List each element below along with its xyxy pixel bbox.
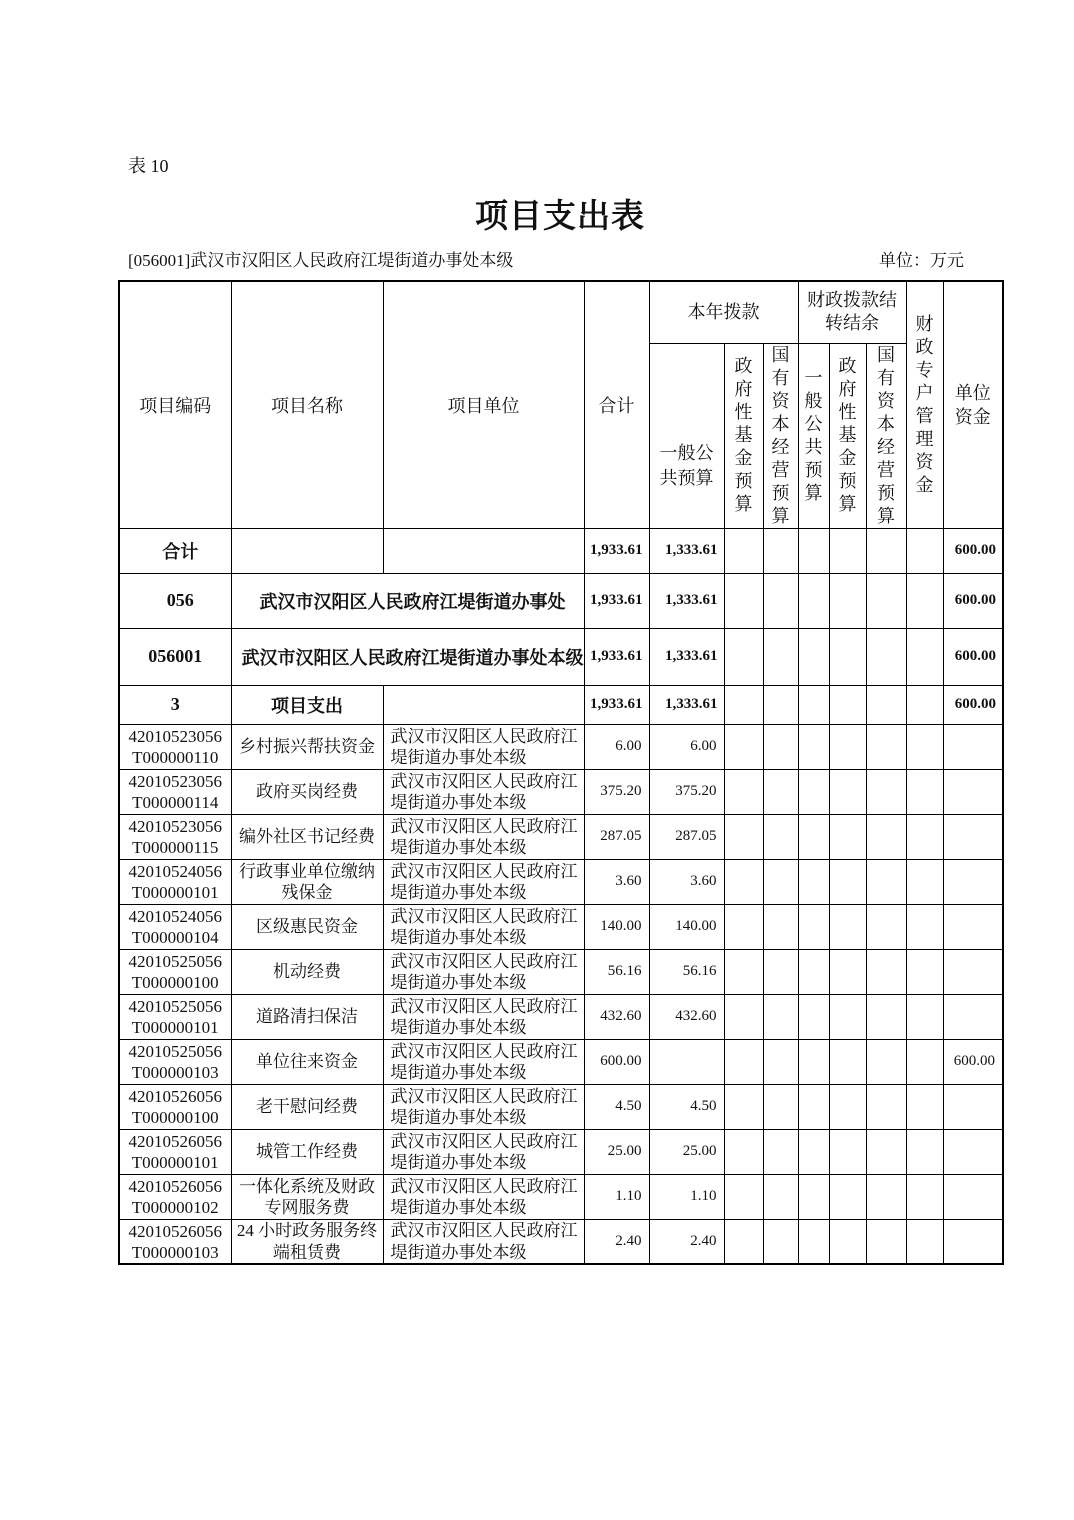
- header-project-unit: 项目单位: [383, 281, 584, 528]
- carryover-gov-fund-cell: [829, 1084, 866, 1129]
- project-unit-cell: 武汉市汉阳区人民政府江堤街道办事处本级: [383, 1219, 584, 1264]
- gov-fund-budget-cell: [724, 1129, 763, 1174]
- meta-row: [118, 246, 1002, 271]
- project-name-cell: 城管工作经费: [231, 1129, 383, 1174]
- carryover-state-capital-cell: [866, 685, 906, 724]
- general-public-budget-cell: 3.60: [649, 859, 724, 904]
- carryover-state-capital-cell: [866, 949, 906, 994]
- carryover-gov-fund-cell: [829, 904, 866, 949]
- carryover-gov-fund-cell: [829, 573, 866, 628]
- project-name-cell: 行政事业单位缴纳残保金: [231, 859, 383, 904]
- carryover-general-cell: [798, 1219, 829, 1264]
- state-capital-budget-cell: [763, 573, 798, 628]
- state-capital-budget-cell: [763, 528, 798, 573]
- fiscal-special-account-cell: [906, 949, 943, 994]
- unit-funds-cell: 600.00: [943, 628, 1003, 685]
- project-code-line2: T000000101: [131, 1017, 219, 1037]
- total-cell: 56.16: [584, 949, 649, 994]
- carryover-gov-fund-cell: [829, 769, 866, 814]
- project-name-cell: 政府买岗经费: [231, 769, 383, 814]
- project-code-cell: 056001: [119, 628, 231, 685]
- carryover-state-capital-cell: [866, 1129, 906, 1174]
- project-code-line1: 42010526056: [128, 1176, 222, 1196]
- total-cell: 432.60: [584, 994, 649, 1039]
- detail-row: [119, 1174, 1003, 1219]
- total-cell: 3.60: [584, 859, 649, 904]
- gov-fund-budget-cell: [724, 573, 763, 628]
- fiscal-special-account-cell: [906, 859, 943, 904]
- project-unit-cell: 武汉市汉阳区人民政府江堤街道办事处本级: [383, 1129, 584, 1174]
- gov-fund-budget-cell: [724, 1174, 763, 1219]
- carryover-general-cell: [798, 1129, 829, 1174]
- carryover-general-cell: [798, 949, 829, 994]
- total-cell: 6.00: [584, 724, 649, 769]
- state-capital-budget-cell: [763, 949, 798, 994]
- state-capital-budget-cell: [763, 685, 798, 724]
- unit-funds-cell: 600.00: [943, 573, 1003, 628]
- project-code-cell: [119, 904, 231, 949]
- carryover-general-cell: [798, 724, 829, 769]
- project-code-line2: T000000100: [131, 972, 219, 992]
- gov-fund-budget-cell: [724, 1039, 763, 1084]
- header-carryover-group: [798, 281, 906, 343]
- unit-funds-cell: 600.00: [943, 528, 1003, 573]
- detail-row: [119, 904, 1003, 949]
- project-code-cell: [119, 1174, 231, 1219]
- table-number-label: 表 10: [128, 156, 169, 176]
- project-code-line2: T000000114: [132, 792, 219, 812]
- header-total: 合计: [584, 281, 649, 528]
- detail-row: [119, 859, 1003, 904]
- carryover-gov-fund-cell: [829, 1039, 866, 1084]
- detail-row: [119, 1129, 1003, 1174]
- project-unit-cell: 武汉市汉阳区人民政府江堤街道办事处本级: [383, 859, 584, 904]
- project-unit-cell: [383, 528, 584, 573]
- detail-row: [119, 994, 1003, 1039]
- project-unit-cell: 武汉市汉阳区人民政府江堤街道办事处本级: [383, 994, 584, 1039]
- header-current-year-group: 本年拨款: [649, 281, 798, 343]
- gov-fund-budget-cell: [724, 1084, 763, 1129]
- project-unit-cell: 武汉市汉阳区人民政府江堤街道办事处本级: [383, 814, 584, 859]
- project-code-cell: [119, 1219, 231, 1264]
- project-code-cell: [119, 1084, 231, 1129]
- fiscal-special-account-cell: [906, 814, 943, 859]
- general-public-budget-cell: 287.05: [649, 814, 724, 859]
- carryover-general-cell: [798, 1039, 829, 1084]
- carryover-general-cell: [798, 1174, 829, 1219]
- header-carryover-state-capital-budget: 国有资本经营预算: [866, 343, 906, 528]
- project-name-cell: 24 小时政务服务终端租赁费: [231, 1219, 383, 1264]
- organization-label: [056001]武汉市汉阳区人民政府江堤街道办事处本级: [128, 251, 514, 270]
- general-public-budget-cell: 56.16: [649, 949, 724, 994]
- total-cell: 1,933.61: [584, 628, 649, 685]
- carryover-gov-fund-cell: [829, 685, 866, 724]
- general-public-budget-cell: 432.60: [649, 994, 724, 1039]
- gov-fund-budget-cell: [724, 724, 763, 769]
- carryover-state-capital-cell: [866, 859, 906, 904]
- header-unit-funds: 单位资金: [943, 281, 1003, 528]
- unit-funds-cell: [943, 904, 1003, 949]
- gov-fund-budget-cell: [724, 685, 763, 724]
- fiscal-special-account-cell: [906, 1174, 943, 1219]
- gov-fund-budget-cell: [724, 769, 763, 814]
- project-code-line1: 42010523056: [128, 726, 222, 746]
- carryover-gov-fund-cell: [829, 859, 866, 904]
- project-code-line1: 42010525056: [128, 1041, 222, 1061]
- project-code-cell: [119, 859, 231, 904]
- state-capital-budget-cell: [763, 904, 798, 949]
- state-capital-budget-cell: [763, 1039, 798, 1084]
- carryover-general-cell: [798, 628, 829, 685]
- unit-funds-cell: [943, 1219, 1003, 1264]
- summary-row-056: [119, 573, 1003, 628]
- unit-funds-cell: 600.00: [943, 685, 1003, 724]
- state-capital-budget-cell: [763, 994, 798, 1039]
- project-code-line2: T000000103: [131, 1062, 219, 1082]
- carryover-general-cell: [798, 1084, 829, 1129]
- general-public-budget-cell: 1,333.61: [649, 685, 724, 724]
- project-code-cell: 3: [119, 685, 231, 724]
- total-cell: 4.50: [584, 1084, 649, 1129]
- project-code-cell: 056: [119, 573, 231, 628]
- summary-rows-body: [119, 528, 1003, 724]
- project-code-line1: 42010524056: [128, 906, 222, 926]
- header-fiscal-special-account: 财政专户管理资金: [906, 281, 943, 528]
- carryover-general-cell: [798, 528, 829, 573]
- total-cell: 1,933.61: [584, 573, 649, 628]
- project-code-line1: 42010523056: [128, 771, 222, 791]
- state-capital-budget-cell: [763, 724, 798, 769]
- fiscal-special-account-cell: [906, 1084, 943, 1129]
- general-public-budget-cell: [649, 1039, 724, 1084]
- state-capital-budget-cell: [763, 814, 798, 859]
- fiscal-special-account-cell: [906, 685, 943, 724]
- fiscal-special-account-cell: [906, 994, 943, 1039]
- project-name-cell: 单位往来资金: [231, 1039, 383, 1084]
- carryover-general-cell: [798, 814, 829, 859]
- gov-fund-budget-cell: [724, 904, 763, 949]
- project-unit-cell: 武汉市汉阳区人民政府江堤街道办事处本级: [383, 904, 584, 949]
- project-code-line1: 42010526056: [128, 1221, 222, 1241]
- carryover-gov-fund-cell: [829, 1129, 866, 1174]
- detail-rows-body: [119, 724, 1003, 1264]
- page-title: 项目支出表: [475, 199, 645, 235]
- gov-fund-budget-cell: [724, 949, 763, 994]
- carryover-state-capital-cell: [866, 1039, 906, 1084]
- project-name-cell: 区级惠民资金: [231, 904, 383, 949]
- header-carryover-group-label: 财政拨款结转结余: [807, 289, 898, 334]
- fiscal-special-account-cell: [906, 1129, 943, 1174]
- total-cell: 375.20: [584, 769, 649, 814]
- state-capital-budget-cell: [763, 769, 798, 814]
- project-name-cell: 老干慰问经费: [231, 1084, 383, 1129]
- header-state-capital-budget: 国有资本经营预算: [763, 343, 798, 528]
- unit-funds-cell: 600.00: [943, 1039, 1003, 1084]
- total-cell: 1,933.61: [584, 528, 649, 573]
- carryover-state-capital-cell: [866, 1219, 906, 1264]
- project-code-line2: T000000103: [131, 1242, 219, 1262]
- fiscal-special-account-cell: [906, 904, 943, 949]
- detail-row: [119, 949, 1003, 994]
- project-code-line2: T000000115: [132, 837, 219, 857]
- unit-funds-cell: [943, 1084, 1003, 1129]
- carryover-gov-fund-cell: [829, 1219, 866, 1264]
- carryover-state-capital-cell: [866, 528, 906, 573]
- project-code-line2: T000000101: [131, 1152, 219, 1172]
- detail-row: [119, 1219, 1003, 1264]
- unit-funds-cell: [943, 769, 1003, 814]
- carryover-state-capital-cell: [866, 994, 906, 1039]
- project-name-cell: 一体化系统及财政专网服务费: [231, 1174, 383, 1219]
- general-public-budget-cell: 1,333.61: [649, 628, 724, 685]
- gov-fund-budget-cell: [724, 814, 763, 859]
- carryover-gov-fund-cell: [829, 994, 866, 1039]
- unit-funds-cell: [943, 859, 1003, 904]
- summary-row-056001: [119, 628, 1003, 685]
- project-unit-cell: 武汉市汉阳区人民政府江堤街道办事处本级: [383, 949, 584, 994]
- total-cell: 287.05: [584, 814, 649, 859]
- project-code-line1: 42010525056: [128, 951, 222, 971]
- carryover-general-cell: [798, 685, 829, 724]
- detail-row: [119, 769, 1003, 814]
- fiscal-special-account-cell: [906, 769, 943, 814]
- project-code-cell: [119, 994, 231, 1039]
- project-expenditure-table: [118, 280, 1004, 1265]
- project-name-cell: 道路清扫保洁: [231, 994, 383, 1039]
- fiscal-special-account-cell: [906, 528, 943, 573]
- detail-row: [119, 814, 1003, 859]
- project-name-cell: 编外社区书记经费: [231, 814, 383, 859]
- carryover-gov-fund-cell: [829, 628, 866, 685]
- detail-row: [119, 724, 1003, 769]
- fiscal-special-account-cell: [906, 573, 943, 628]
- carryover-gov-fund-cell: [829, 949, 866, 994]
- project-code-line1: 42010525056: [128, 996, 222, 1016]
- carryover-general-cell: [798, 769, 829, 814]
- carryover-gov-fund-cell: [829, 814, 866, 859]
- total-cell: 1,933.61: [584, 685, 649, 724]
- project-name-cell: 项目支出: [231, 685, 383, 724]
- unit-funds-cell: [943, 1129, 1003, 1174]
- detail-row: [119, 1084, 1003, 1129]
- summary-row-project-expenditure: [119, 685, 1003, 724]
- carryover-gov-fund-cell: [829, 1174, 866, 1219]
- carryover-gov-fund-cell: [829, 528, 866, 573]
- general-public-budget-cell: 4.50: [649, 1084, 724, 1129]
- project-name-cell: 机动经费: [231, 949, 383, 994]
- header-gov-fund-budget: 政府性基金预算: [724, 343, 763, 528]
- carryover-state-capital-cell: [866, 814, 906, 859]
- total-cell: 25.00: [584, 1129, 649, 1174]
- project-name-cell: [231, 528, 383, 573]
- fiscal-special-account-cell: [906, 1039, 943, 1084]
- project-unit-cell: 武汉市汉阳区人民政府江堤街道办事处本级: [383, 724, 584, 769]
- state-capital-budget-cell: [763, 628, 798, 685]
- gov-fund-budget-cell: [724, 994, 763, 1039]
- project-name-cell: 武汉市汉阳区人民政府江堤街道办事处: [231, 573, 584, 628]
- project-unit-cell: 武汉市汉阳区人民政府江堤街道办事处本级: [383, 1084, 584, 1129]
- state-capital-budget-cell: [763, 1219, 798, 1264]
- general-public-budget-cell: 1.10: [649, 1174, 724, 1219]
- state-capital-budget-cell: [763, 1129, 798, 1174]
- general-public-budget-cell: 1,333.61: [649, 528, 724, 573]
- project-code-cell: [119, 1129, 231, 1174]
- project-code-line1: 42010526056: [128, 1086, 222, 1106]
- state-capital-budget-cell: [763, 1084, 798, 1129]
- project-unit-cell: 武汉市汉阳区人民政府江堤街道办事处本级: [383, 1039, 584, 1084]
- project-code-line2: T000000101: [131, 882, 219, 902]
- carryover-state-capital-cell: [866, 904, 906, 949]
- total-cell: 600.00: [584, 1039, 649, 1084]
- fiscal-special-account-cell: [906, 724, 943, 769]
- general-public-budget-cell: 25.00: [649, 1129, 724, 1174]
- carryover-state-capital-cell: [866, 1084, 906, 1129]
- carryover-state-capital-cell: [866, 628, 906, 685]
- summary-row-grand-total: [119, 528, 1003, 573]
- fiscal-special-account-cell: [906, 628, 943, 685]
- carryover-state-capital-cell: [866, 1174, 906, 1219]
- unit-funds-cell: [943, 724, 1003, 769]
- carryover-state-capital-cell: [866, 573, 906, 628]
- project-code-line2: T000000104: [131, 927, 219, 947]
- header-project-name: 项目名称: [231, 281, 383, 528]
- unit-funds-cell: [943, 949, 1003, 994]
- header-general-public-budget: 一般公共预算: [649, 343, 724, 528]
- gov-fund-budget-cell: [724, 859, 763, 904]
- project-code-cell: [119, 724, 231, 769]
- project-code-line2: T000000110: [132, 747, 219, 767]
- project-unit-cell: 武汉市汉阳区人民政府江堤街道办事处本级: [383, 769, 584, 814]
- carryover-state-capital-cell: [866, 724, 906, 769]
- gov-fund-budget-cell: [724, 1219, 763, 1264]
- project-unit-cell: [383, 685, 584, 724]
- project-code-cell: [119, 949, 231, 994]
- carryover-general-cell: [798, 859, 829, 904]
- total-cell: 2.40: [584, 1219, 649, 1264]
- project-code-line2: T000000100: [131, 1107, 219, 1127]
- unit-funds-cell: [943, 814, 1003, 859]
- project-code-line1: 42010523056: [128, 816, 222, 836]
- total-cell: 1.10: [584, 1174, 649, 1219]
- total-cell: 140.00: [584, 904, 649, 949]
- general-public-budget-cell: 140.00: [649, 904, 724, 949]
- header-carryover-gov-fund-budget: 政府性基金预算: [829, 343, 866, 528]
- project-code-cell: [119, 769, 231, 814]
- fiscal-special-account-cell: [906, 1219, 943, 1264]
- unit-of-measure-label: 单位：万元: [879, 251, 964, 270]
- carryover-general-cell: [798, 904, 829, 949]
- detail-row: [119, 1039, 1003, 1084]
- general-public-budget-cell: 1,333.61: [649, 573, 724, 628]
- header-project-code: 项目编码: [119, 281, 231, 528]
- header-carryover-general-public-budget: 一般公共预算: [798, 343, 829, 528]
- gov-fund-budget-cell: [724, 628, 763, 685]
- project-code-line2: T000000102: [131, 1197, 219, 1217]
- project-code-line1: 42010526056: [128, 1131, 222, 1151]
- unit-funds-cell: [943, 1174, 1003, 1219]
- general-public-budget-cell: 375.20: [649, 769, 724, 814]
- project-code-cell: [119, 814, 231, 859]
- project-code-line1: 42010524056: [128, 861, 222, 881]
- gov-fund-budget-cell: [724, 528, 763, 573]
- state-capital-budget-cell: [763, 1174, 798, 1219]
- carryover-state-capital-cell: [866, 769, 906, 814]
- project-unit-cell: 武汉市汉阳区人民政府江堤街道办事处本级: [383, 1174, 584, 1219]
- carryover-general-cell: [798, 573, 829, 628]
- general-public-budget-cell: 6.00: [649, 724, 724, 769]
- project-name-cell: 乡村振兴帮扶资金: [231, 724, 383, 769]
- project-code-cell: [119, 1039, 231, 1084]
- project-code-cell: 合计: [119, 528, 231, 573]
- table-header: [119, 281, 1003, 528]
- unit-funds-cell: [943, 994, 1003, 1039]
- carryover-general-cell: [798, 994, 829, 1039]
- carryover-gov-fund-cell: [829, 724, 866, 769]
- state-capital-budget-cell: [763, 859, 798, 904]
- project-name-cell: 武汉市汉阳区人民政府江堤街道办事处本级: [231, 628, 584, 685]
- general-public-budget-cell: 2.40: [649, 1219, 724, 1264]
